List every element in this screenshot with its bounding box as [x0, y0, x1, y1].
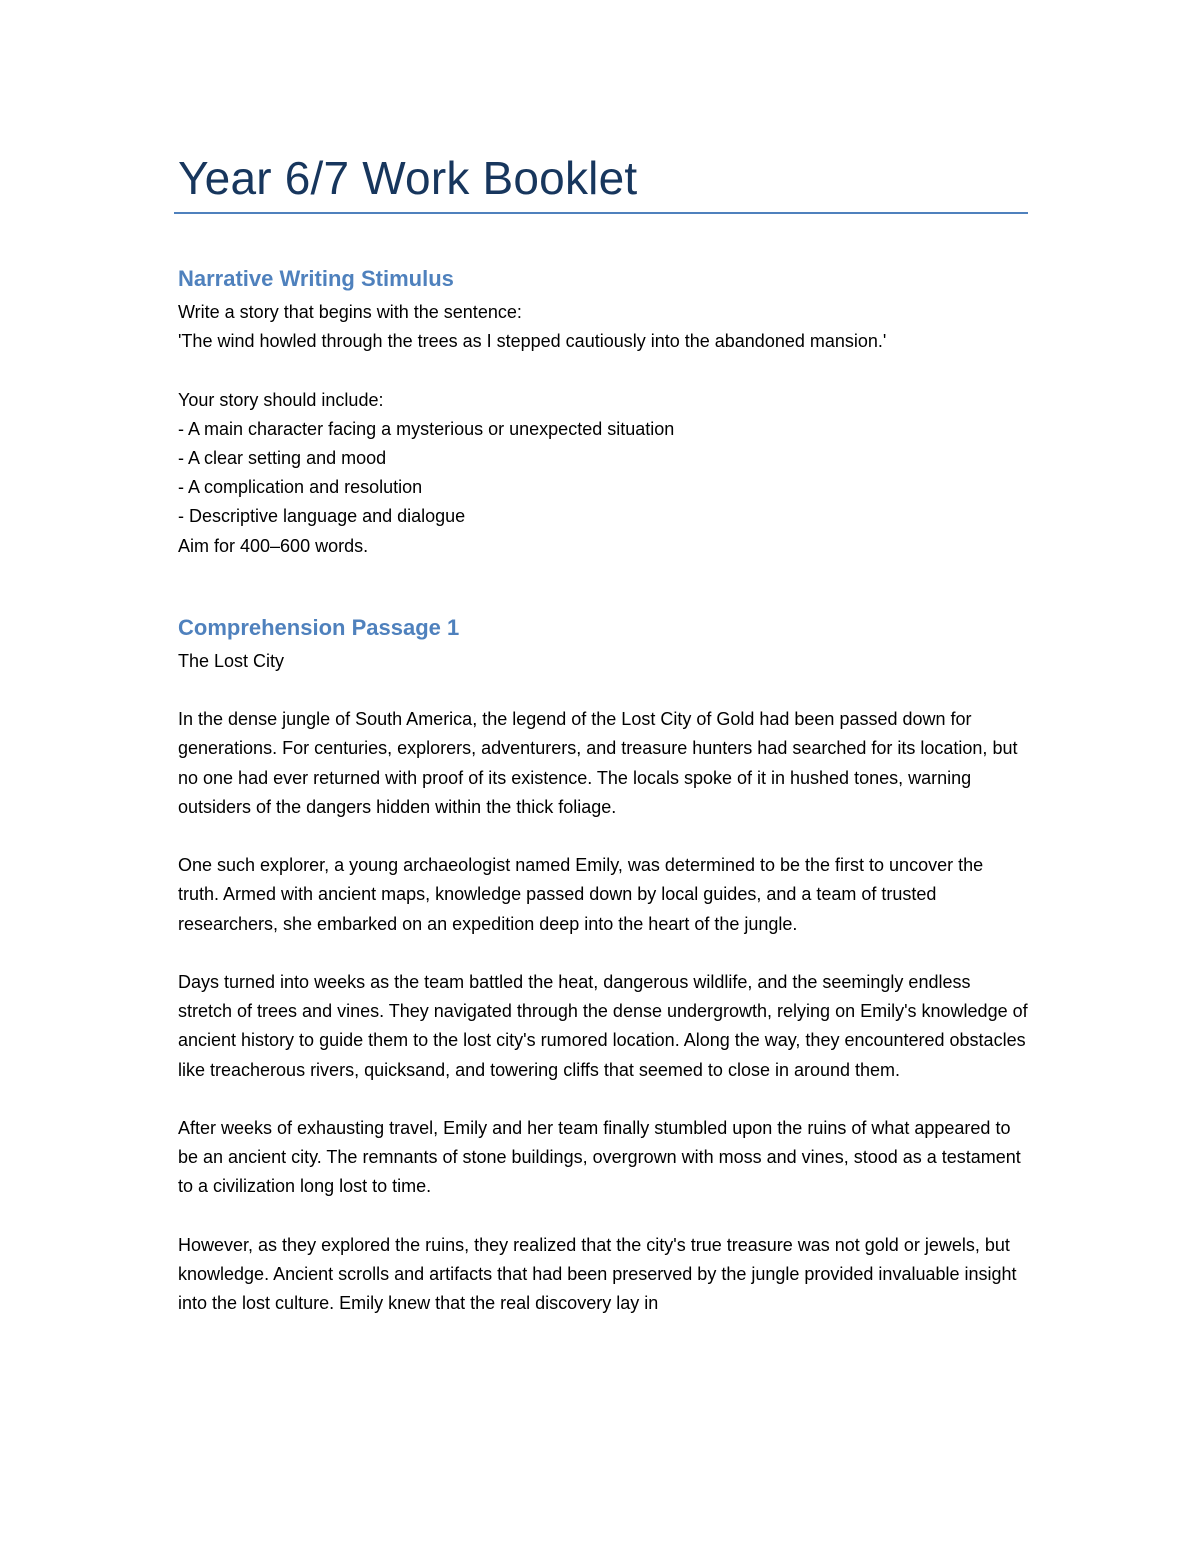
narrative-word-target: Aim for 400–600 words.: [178, 535, 369, 556]
narrative-bullet: - A main character facing a mysterious or unexpected situation: [178, 418, 675, 439]
spacer: [178, 939, 1028, 968]
spacer: [178, 822, 1028, 851]
document-page: [178, 150, 1028, 1318]
spacer: [178, 356, 1028, 385]
narrative-instruction-2: 'The wind howled through the trees as I stepped cautiously into the abandoned mansion.': [178, 331, 887, 352]
spacer: [178, 214, 1028, 264]
narrative-heading: Narrative Writing Stimulus: [178, 266, 454, 291]
passage-title: The Lost City: [178, 650, 285, 671]
spacer: [178, 1085, 1028, 1114]
passage-paragraph: After weeks of exhausting travel, Emily and her team finally stumbled upon the ruins of what appeared to be an ancient city. The remnants of stone buildings, overgrown with moss and vines, stood as a testament to a civilization long lost to time.: [178, 1118, 1021, 1197]
narrative-bullet: - A clear setting and mood: [178, 448, 387, 468]
narrative-bullet: - A complication and resolution: [178, 477, 423, 498]
narrative-instruction-1: Write a story that begins with the sentence:: [178, 302, 522, 322]
passage-paragraph: Days turned into weeks as the team battled the heat, dangerous wildlife, and the seemingly endless stretch of trees and vines. They navigated through the dense undergrowth, relying on Emily's knowledge of ancient history to guide them to the lost city's rumored location. Along the way, they encountered obstacles like treacherous rivers, quicksand, and towering cliffs that seemed to close in around them.: [178, 972, 1028, 1080]
document-title: Year 6/7 Work Booklet: [178, 152, 638, 204]
spacer: [178, 676, 1028, 705]
passage-paragraph: However, as they explored the ruins, they realized that the city's true treasure was not gold or jewels, but knowledge. Ancient scrolls and artifacts that had been preserved by the jungle provided invaluable insight into the lost culture. Emily knew that the real discovery lay in: [178, 1234, 1017, 1314]
comprehension-heading: Comprehension Passage 1: [178, 614, 460, 640]
spacer: [178, 1202, 1028, 1231]
spacer: [178, 561, 1028, 613]
narrative-bullet: - Descriptive language and dialogue: [178, 506, 466, 527]
passage-paragraph: In the dense jungle of South America, the legend of the Lost City of Gold had been passed down for generations. For centuries, explorers, adventurers, and treasure hunters had searched for its location, but no one had ever returned with proof of its existence. The locals spoke of it in hushed tones, warning outsiders of the dangers hidden within the thick foliage.: [178, 709, 1018, 817]
passage-paragraph: One such explorer, a young archaeologist named Emily, was determined to be the first to uncover the truth. Armed with ancient maps, knowledge passed down by local guides, and a team of trusted researchers, she embarked on an expedition deep into the heart of the jungle.: [178, 855, 984, 934]
narrative-include-intro: Your story should include:: [178, 389, 384, 410]
